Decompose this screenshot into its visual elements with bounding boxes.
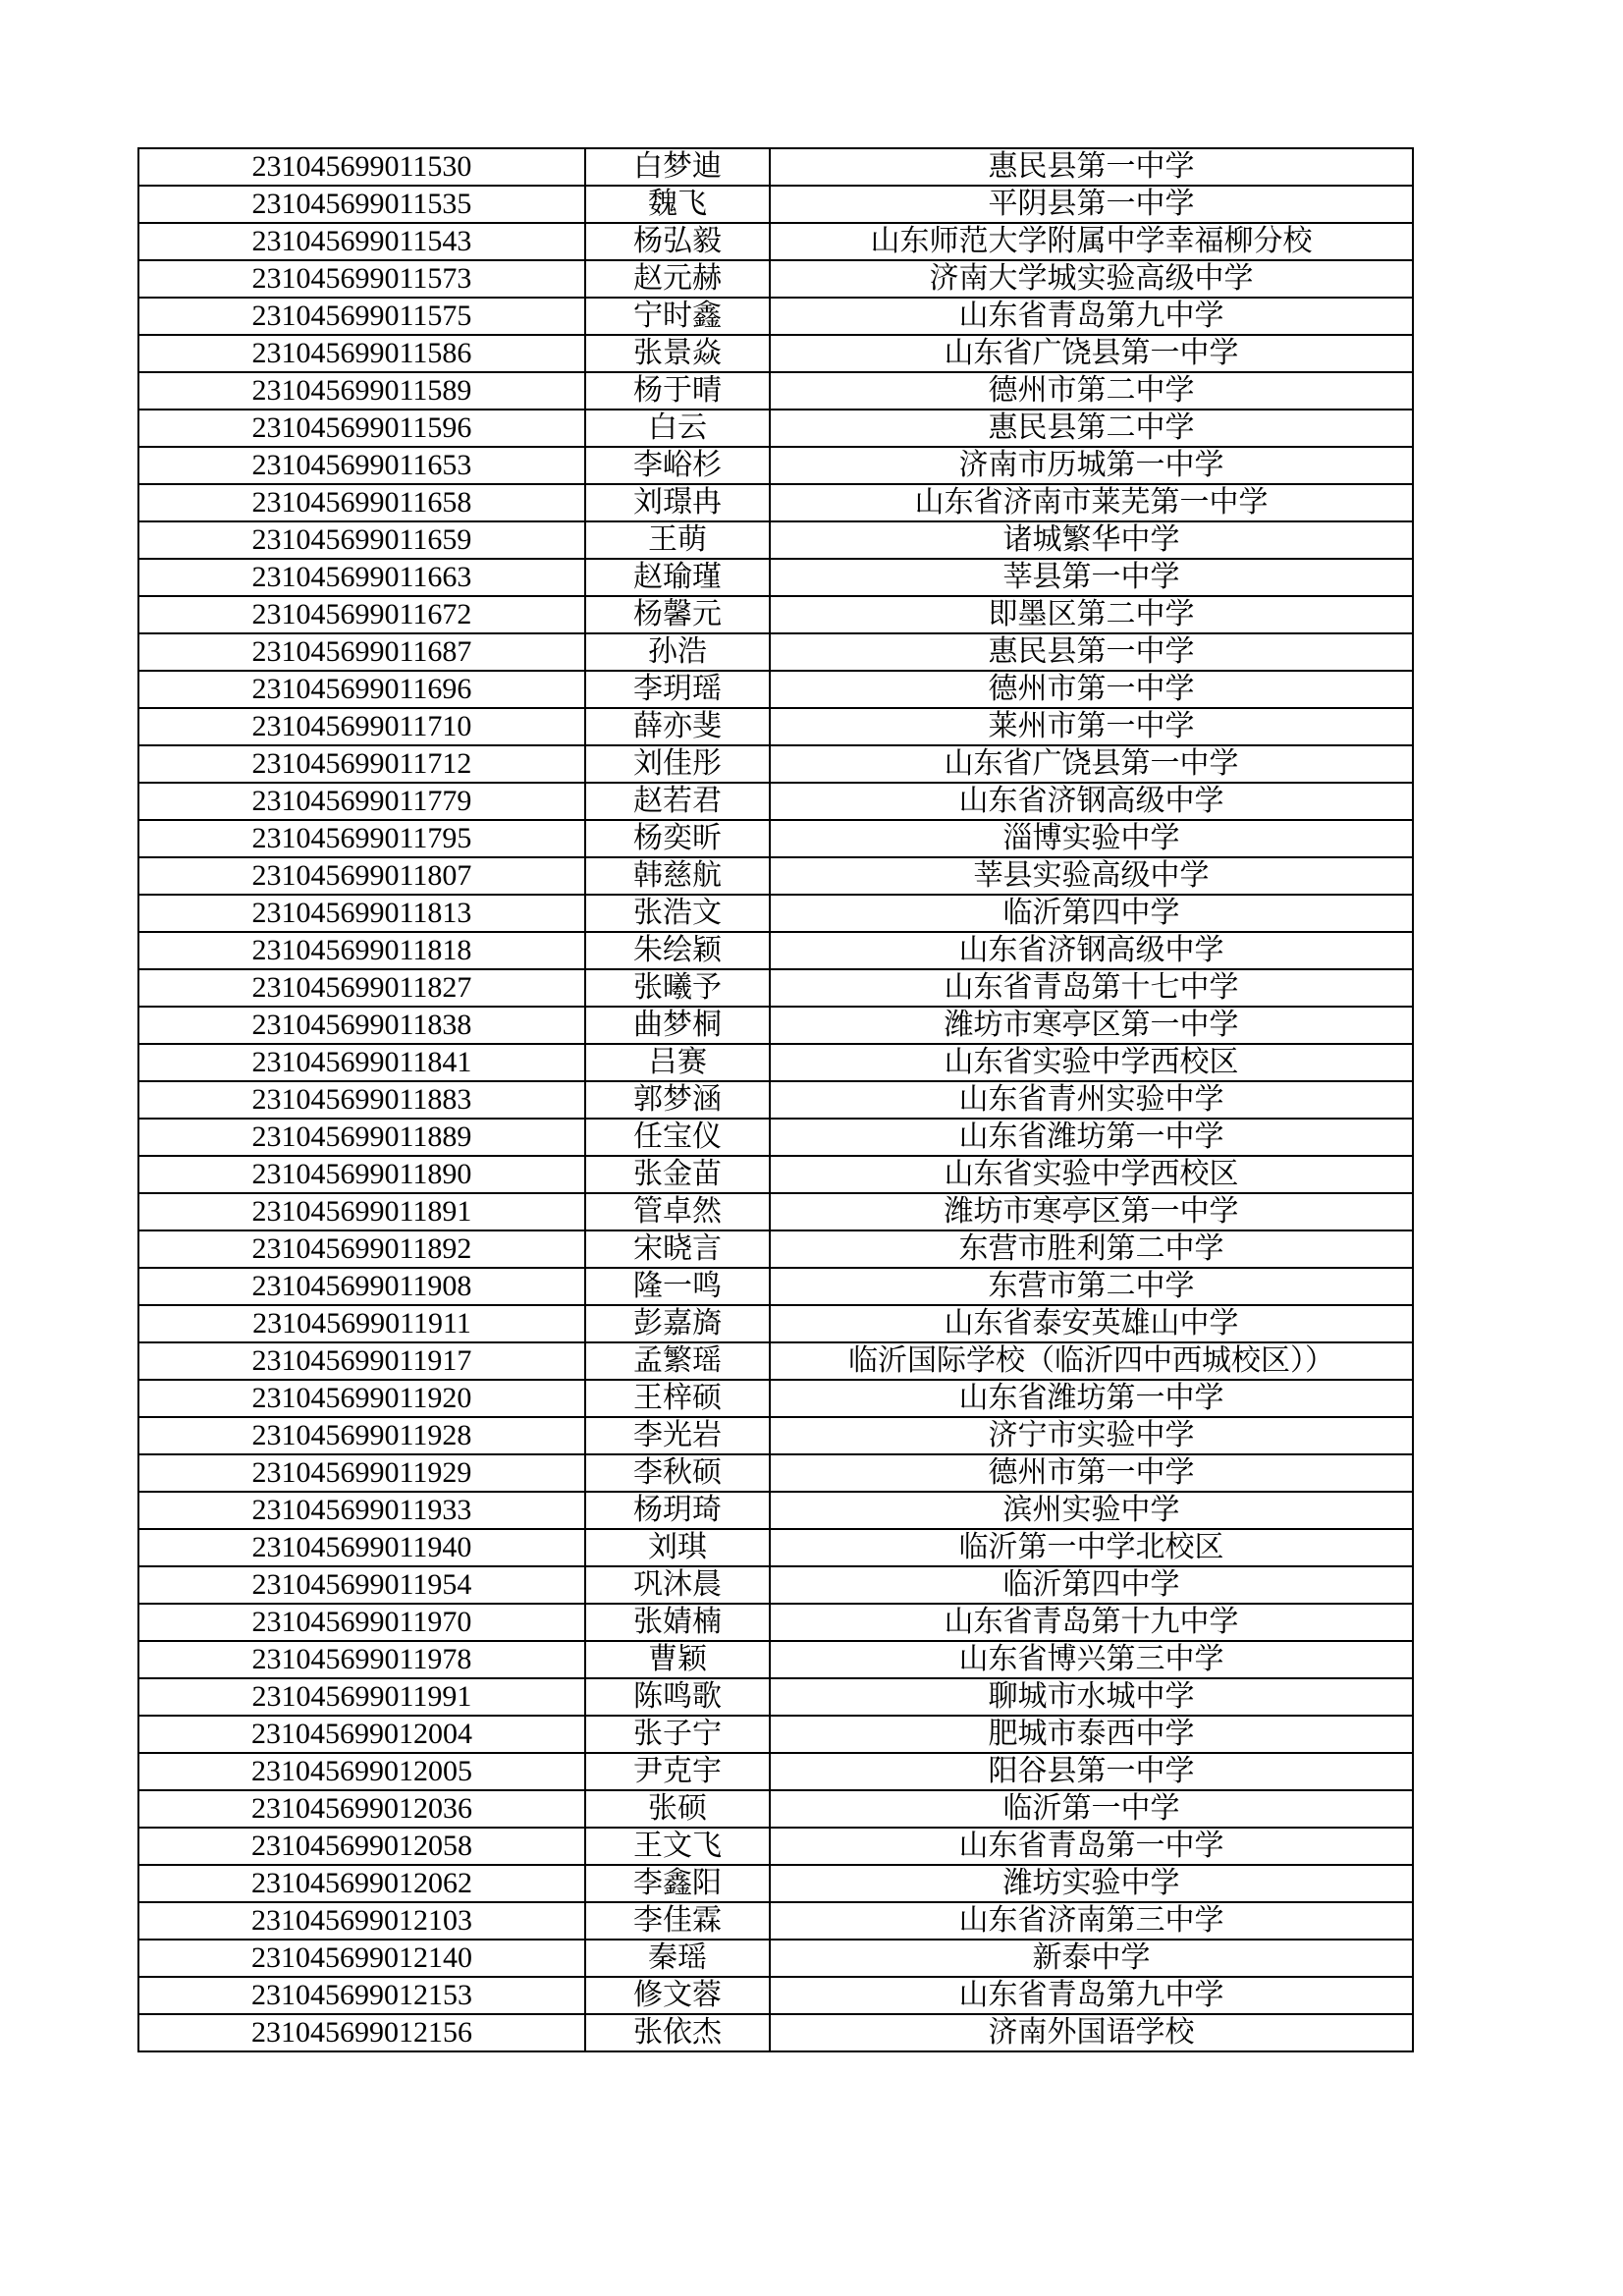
school-name-cell: 山东省广饶县第一中学	[770, 335, 1413, 372]
student-name-cell: 刘璟冉	[585, 484, 770, 521]
table-row	[138, 820, 1413, 857]
roster-body	[138, 148, 1413, 2051]
student-name-cell: 吕赛	[585, 1044, 770, 1081]
candidate-id-cell: 231045699011795	[138, 820, 585, 857]
student-name-cell: 张浩文	[585, 895, 770, 932]
student-name-cell: 宋晓言	[585, 1230, 770, 1268]
candidate-id-cell: 231045699011890	[138, 1156, 585, 1193]
table-row	[138, 1230, 1413, 1268]
candidate-id-cell: 231045699011589	[138, 372, 585, 410]
student-name-cell: 任宝仪	[585, 1119, 770, 1156]
student-name-cell: 杨馨元	[585, 596, 770, 633]
table-row	[138, 1865, 1413, 1902]
school-name-cell: 莘县第一中学	[770, 559, 1413, 596]
table-row	[138, 1716, 1413, 1753]
candidate-id-cell: 231045699012004	[138, 1716, 585, 1753]
candidate-id-cell: 231045699011929	[138, 1454, 585, 1492]
table-row	[138, 260, 1413, 298]
school-name-cell: 山东省潍坊第一中学	[770, 1119, 1413, 1156]
school-name-cell: 山东省实验中学西校区	[770, 1044, 1413, 1081]
student-name-cell: 张婧楠	[585, 1604, 770, 1641]
student-name-cell: 刘琪	[585, 1529, 770, 1566]
school-name-cell: 惠民县第一中学	[770, 633, 1413, 671]
candidate-id-cell: 231045699011535	[138, 186, 585, 223]
candidate-id-cell: 231045699011954	[138, 1566, 585, 1604]
school-name-cell: 东营市第二中学	[770, 1268, 1413, 1305]
table-row	[138, 1007, 1413, 1044]
candidate-id-cell: 231045699012058	[138, 1828, 585, 1865]
student-name-cell: 魏飞	[585, 186, 770, 223]
student-name-cell: 赵瑜瑾	[585, 559, 770, 596]
student-name-cell: 管卓然	[585, 1193, 770, 1230]
table-row	[138, 410, 1413, 447]
school-name-cell: 滨州实验中学	[770, 1492, 1413, 1529]
school-name-cell: 山东省青岛第九中学	[770, 298, 1413, 335]
student-name-cell: 韩慈航	[585, 857, 770, 895]
school-name-cell: 淄博实验中学	[770, 820, 1413, 857]
school-name-cell: 惠民县第一中学	[770, 148, 1413, 186]
school-name-cell: 德州市第一中学	[770, 1454, 1413, 1492]
student-name-cell: 曲梦桐	[585, 1007, 770, 1044]
school-name-cell: 山东省青岛第十九中学	[770, 1604, 1413, 1641]
candidate-id-cell: 231045699011712	[138, 745, 585, 783]
student-name-cell: 隆一鸣	[585, 1268, 770, 1305]
student-name-cell: 李鑫阳	[585, 1865, 770, 1902]
table-row	[138, 671, 1413, 708]
table-row	[138, 559, 1413, 596]
candidate-id-cell: 231045699011710	[138, 708, 585, 745]
table-row	[138, 1753, 1413, 1790]
table-row	[138, 186, 1413, 223]
student-name-cell: 李峪杉	[585, 447, 770, 484]
table-row	[138, 521, 1413, 559]
table-row	[138, 1828, 1413, 1865]
candidate-id-cell: 231045699012103	[138, 1902, 585, 1940]
candidate-id-cell: 231045699011928	[138, 1417, 585, 1454]
student-name-cell: 朱绘颖	[585, 932, 770, 969]
table-row	[138, 1417, 1413, 1454]
school-name-cell: 临沂第四中学	[770, 1566, 1413, 1604]
student-name-cell: 王萌	[585, 521, 770, 559]
school-name-cell: 济南大学城实验高级中学	[770, 260, 1413, 298]
table-row	[138, 596, 1413, 633]
school-name-cell: 潍坊市寒亭区第一中学	[770, 1193, 1413, 1230]
student-name-cell: 李光岩	[585, 1417, 770, 1454]
student-name-cell: 王梓硕	[585, 1380, 770, 1417]
candidate-id-cell: 231045699011687	[138, 633, 585, 671]
school-name-cell: 惠民县第二中学	[770, 410, 1413, 447]
table-row	[138, 1305, 1413, 1342]
candidate-id-cell: 231045699011838	[138, 1007, 585, 1044]
student-name-cell: 杨弘毅	[585, 223, 770, 260]
table-row	[138, 932, 1413, 969]
candidate-id-cell: 231045699012153	[138, 1977, 585, 2014]
table-row	[138, 1342, 1413, 1380]
school-name-cell: 临沂国际学校（临沂四中西城校区））	[770, 1342, 1413, 1380]
candidate-id-cell: 231045699011827	[138, 969, 585, 1007]
table-row	[138, 1156, 1413, 1193]
school-name-cell: 山东省实验中学西校区	[770, 1156, 1413, 1193]
student-name-cell: 秦瑶	[585, 1940, 770, 1977]
table-row	[138, 1044, 1413, 1081]
school-name-cell: 潍坊市寒亭区第一中学	[770, 1007, 1413, 1044]
table-row	[138, 1119, 1413, 1156]
table-row	[138, 895, 1413, 932]
table-row	[138, 447, 1413, 484]
student-name-cell: 白云	[585, 410, 770, 447]
school-name-cell: 莘县实验高级中学	[770, 857, 1413, 895]
candidate-id-cell: 231045699011586	[138, 335, 585, 372]
table-row	[138, 1566, 1413, 1604]
school-name-cell: 山东省广饶县第一中学	[770, 745, 1413, 783]
school-name-cell: 临沂第四中学	[770, 895, 1413, 932]
table-row	[138, 1380, 1413, 1417]
candidate-id-cell: 231045699011813	[138, 895, 585, 932]
student-name-cell: 薛亦斐	[585, 708, 770, 745]
school-name-cell: 潍坊实验中学	[770, 1865, 1413, 1902]
candidate-id-cell: 231045699012156	[138, 2014, 585, 2051]
candidate-id-cell: 231045699012062	[138, 1865, 585, 1902]
school-name-cell: 山东省济钢高级中学	[770, 932, 1413, 969]
candidate-id-cell: 231045699011991	[138, 1678, 585, 1716]
table-row	[138, 1529, 1413, 1566]
candidate-id-cell: 231045699011908	[138, 1268, 585, 1305]
candidate-id-cell: 231045699011933	[138, 1492, 585, 1529]
school-name-cell: 山东省青岛第十七中学	[770, 969, 1413, 1007]
student-name-cell: 修文蓉	[585, 1977, 770, 2014]
school-name-cell: 新泰中学	[770, 1940, 1413, 1977]
table-row	[138, 1268, 1413, 1305]
table-row	[138, 745, 1413, 783]
school-name-cell: 临沂第一中学北校区	[770, 1529, 1413, 1566]
student-name-cell: 陈鸣歌	[585, 1678, 770, 1716]
student-name-cell: 张曦予	[585, 969, 770, 1007]
student-name-cell: 巩沐晨	[585, 1566, 770, 1604]
student-name-cell: 彭嘉旖	[585, 1305, 770, 1342]
table-row	[138, 633, 1413, 671]
candidate-id-cell: 231045699011978	[138, 1641, 585, 1678]
candidate-id-cell: 231045699011892	[138, 1230, 585, 1268]
candidate-id-cell: 231045699011658	[138, 484, 585, 521]
student-name-cell: 白梦迪	[585, 148, 770, 186]
school-name-cell: 聊城市水城中学	[770, 1678, 1413, 1716]
candidate-id-cell: 231045699012140	[138, 1940, 585, 1977]
table-row	[138, 1641, 1413, 1678]
candidate-id-cell: 231045699011672	[138, 596, 585, 633]
student-name-cell: 刘佳彤	[585, 745, 770, 783]
school-name-cell: 山东省济南第三中学	[770, 1902, 1413, 1940]
school-name-cell: 山东师范大学附属中学幸福柳分校	[770, 223, 1413, 260]
table-row	[138, 708, 1413, 745]
candidate-id-cell: 231045699012005	[138, 1753, 585, 1790]
candidate-id-cell: 231045699011920	[138, 1380, 585, 1417]
school-name-cell: 山东省济南市莱芜第一中学	[770, 484, 1413, 521]
candidate-id-cell: 231045699011653	[138, 447, 585, 484]
table-row	[138, 335, 1413, 372]
school-name-cell: 平阴县第一中学	[770, 186, 1413, 223]
candidate-id-cell: 231045699011917	[138, 1342, 585, 1380]
student-name-cell: 王文飞	[585, 1828, 770, 1865]
student-name-cell: 张依杰	[585, 2014, 770, 2051]
student-name-cell: 曹颖	[585, 1641, 770, 1678]
school-name-cell: 临沂第一中学	[770, 1790, 1413, 1828]
school-name-cell: 莱州市第一中学	[770, 708, 1413, 745]
student-roster-table	[137, 147, 1414, 2052]
candidate-id-cell: 231045699011911	[138, 1305, 585, 1342]
table-row	[138, 969, 1413, 1007]
table-row	[138, 298, 1413, 335]
candidate-id-cell: 231045699011696	[138, 671, 585, 708]
student-name-cell: 杨于晴	[585, 372, 770, 410]
candidate-id-cell: 231045699011889	[138, 1119, 585, 1156]
candidate-id-cell: 231045699011940	[138, 1529, 585, 1566]
student-name-cell: 郭梦涵	[585, 1081, 770, 1119]
school-name-cell: 诸城繁华中学	[770, 521, 1413, 559]
school-name-cell: 肥城市泰西中学	[770, 1716, 1413, 1753]
school-name-cell: 阳谷县第一中学	[770, 1753, 1413, 1790]
candidate-id-cell: 231045699011596	[138, 410, 585, 447]
school-name-cell: 山东省潍坊第一中学	[770, 1380, 1413, 1417]
school-name-cell: 山东省济钢高级中学	[770, 783, 1413, 820]
candidate-id-cell: 231045699011543	[138, 223, 585, 260]
student-name-cell: 赵元赫	[585, 260, 770, 298]
table-row	[138, 1193, 1413, 1230]
student-name-cell: 李佳霖	[585, 1902, 770, 1940]
candidate-id-cell: 231045699011530	[138, 148, 585, 186]
student-name-cell: 孙浩	[585, 633, 770, 671]
table-row	[138, 2014, 1413, 2051]
school-name-cell: 山东省博兴第三中学	[770, 1641, 1413, 1678]
school-name-cell: 济南市历城第一中学	[770, 447, 1413, 484]
candidate-id-cell: 231045699011779	[138, 783, 585, 820]
table-row	[138, 1902, 1413, 1940]
school-name-cell: 济南外国语学校	[770, 2014, 1413, 2051]
candidate-id-cell: 231045699011883	[138, 1081, 585, 1119]
student-name-cell: 张硕	[585, 1790, 770, 1828]
candidate-id-cell: 231045699012036	[138, 1790, 585, 1828]
candidate-id-cell: 231045699011663	[138, 559, 585, 596]
school-name-cell: 山东省青州实验中学	[770, 1081, 1413, 1119]
table-row	[138, 1454, 1413, 1492]
table-row	[138, 1604, 1413, 1641]
student-name-cell: 张景焱	[585, 335, 770, 372]
student-name-cell: 宁时鑫	[585, 298, 770, 335]
candidate-id-cell: 231045699011573	[138, 260, 585, 298]
table-row	[138, 1940, 1413, 1977]
school-name-cell: 德州市第一中学	[770, 671, 1413, 708]
student-name-cell: 李玥瑶	[585, 671, 770, 708]
table-row	[138, 1977, 1413, 2014]
school-name-cell: 德州市第二中学	[770, 372, 1413, 410]
table-row	[138, 372, 1413, 410]
student-name-cell: 张金苗	[585, 1156, 770, 1193]
table-row	[138, 1790, 1413, 1828]
table-row	[138, 783, 1413, 820]
candidate-id-cell: 231045699011841	[138, 1044, 585, 1081]
table-row	[138, 857, 1413, 895]
student-name-cell: 赵若君	[585, 783, 770, 820]
table-row	[138, 1081, 1413, 1119]
school-name-cell: 山东省青岛第九中学	[770, 1977, 1413, 2014]
student-name-cell: 杨玥琦	[585, 1492, 770, 1529]
school-name-cell: 山东省泰安英雄山中学	[770, 1305, 1413, 1342]
candidate-id-cell: 231045699011818	[138, 932, 585, 969]
table-row	[138, 1678, 1413, 1716]
candidate-id-cell: 231045699011891	[138, 1193, 585, 1230]
student-name-cell: 张子宁	[585, 1716, 770, 1753]
school-name-cell: 山东省青岛第一中学	[770, 1828, 1413, 1865]
table-row	[138, 484, 1413, 521]
student-name-cell: 杨奕昕	[585, 820, 770, 857]
student-name-cell: 孟繁瑶	[585, 1342, 770, 1380]
candidate-id-cell: 231045699011659	[138, 521, 585, 559]
table-row	[138, 148, 1413, 186]
school-name-cell: 济宁市实验中学	[770, 1417, 1413, 1454]
candidate-id-cell: 231045699011807	[138, 857, 585, 895]
school-name-cell: 即墨区第二中学	[770, 596, 1413, 633]
candidate-id-cell: 231045699011970	[138, 1604, 585, 1641]
table-row	[138, 1492, 1413, 1529]
candidate-id-cell: 231045699011575	[138, 298, 585, 335]
student-name-cell: 李秋硕	[585, 1454, 770, 1492]
table-row	[138, 223, 1413, 260]
student-name-cell: 尹克宇	[585, 1753, 770, 1790]
school-name-cell: 东营市胜利第二中学	[770, 1230, 1413, 1268]
